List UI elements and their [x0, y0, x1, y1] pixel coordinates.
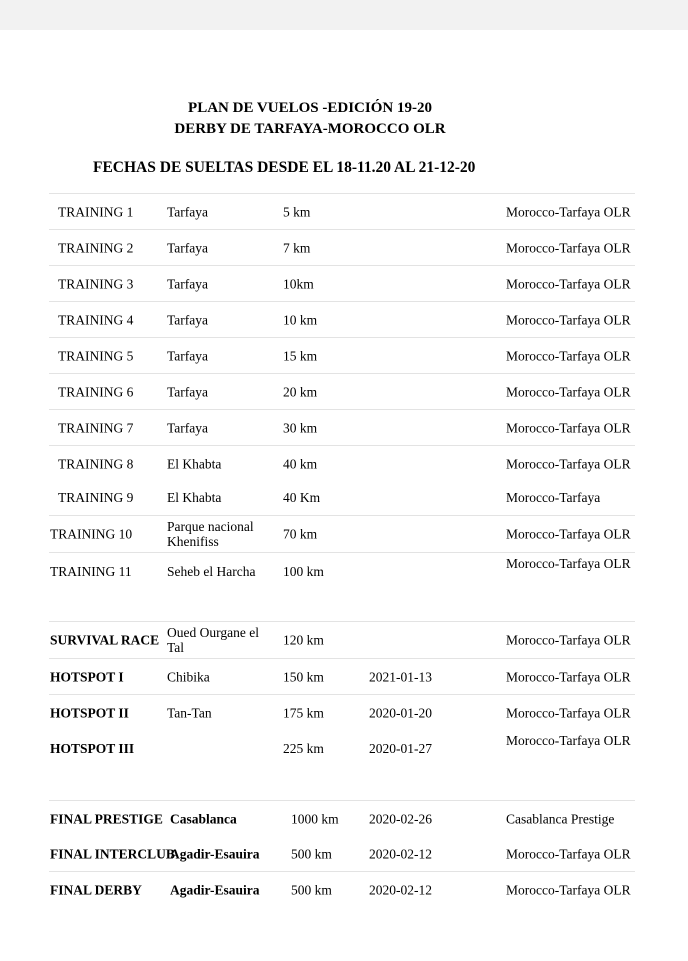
organizer: Morocco-Tarfaya OLR — [506, 632, 631, 648]
release-place: Seheb el Harcha — [167, 564, 256, 579]
race-name: TRAINING 2 — [58, 240, 134, 255]
release-place: El Khabta — [167, 456, 222, 471]
organizer: Morocco-Tarfaya OLR — [506, 846, 631, 861]
distance: 500 km — [291, 882, 332, 897]
flight-plan-table — [49, 193, 635, 907]
release-place: Tarfaya — [167, 348, 209, 363]
organizer: Morocco-Tarfaya OLR — [506, 456, 631, 471]
release-place: Tarfaya — [167, 420, 209, 435]
table-row — [49, 658, 635, 694]
release-place: Oued Ourgane el Tal — [167, 625, 259, 655]
table-row — [49, 445, 635, 481]
race-name: TRAINING 11 — [50, 564, 132, 579]
release-place: Tan-Tan — [167, 705, 212, 720]
organizer: Casablanca Prestige — [506, 811, 615, 826]
distance: 225 km — [283, 741, 324, 756]
table-row — [49, 373, 635, 409]
release-place: El Khabta — [167, 490, 222, 505]
release-place: Tarfaya — [167, 240, 209, 255]
document-subtitle: DERBY DE TARFAYA-MOROCCO OLR — [174, 121, 446, 137]
organizer: Morocco-Tarfaya OLR — [506, 669, 631, 684]
table-row — [49, 229, 635, 265]
race-name: HOTSPOT III — [50, 741, 135, 756]
race-name: SURVIVAL RACE — [50, 632, 160, 648]
table-row — [49, 265, 635, 301]
distance: 10km — [283, 276, 314, 291]
table-row — [49, 301, 635, 337]
distance: 500 km — [291, 846, 332, 861]
organizer: Morocco-Tarfaya OLR — [506, 526, 631, 542]
date: 2020-01-27 — [369, 741, 432, 756]
distance: 120 km — [283, 632, 324, 648]
distance: 40 Km — [283, 490, 321, 505]
organizer: Morocco-Tarfaya OLR — [506, 240, 631, 255]
table-row — [49, 694, 635, 730]
organizer: Morocco-Tarfaya — [506, 490, 601, 505]
organizer: Morocco-Tarfaya OLR — [506, 882, 631, 897]
distance: 100 km — [283, 564, 324, 579]
race-name: TRAINING 7 — [58, 420, 134, 435]
race-name: TRAINING 5 — [58, 348, 134, 363]
release-place: Tarfaya — [167, 276, 209, 291]
race-name: TRAINING 3 — [58, 276, 134, 291]
race-name: TRAINING 9 — [58, 490, 134, 505]
distance: 150 km — [283, 669, 324, 684]
top-bar — [0, 0, 688, 30]
race-name: TRAINING 10 — [50, 526, 133, 542]
race-name: FINAL DERBY — [50, 882, 142, 897]
date: 2020-01-20 — [369, 705, 432, 720]
release-place: Casablanca — [170, 811, 237, 826]
table-row — [49, 730, 635, 800]
release-place: Chibika — [167, 669, 210, 684]
table-row — [49, 621, 635, 658]
dates-heading: FECHAS DE SUELTAS DESDE EL 18-11.20 AL 21-12-20 — [93, 159, 476, 176]
organizer: Morocco-Tarfaya OLR — [506, 384, 631, 399]
distance: 40 km — [283, 456, 318, 471]
race-name: TRAINING 4 — [58, 312, 134, 327]
table-row — [49, 481, 635, 515]
release-place: Tarfaya — [167, 384, 209, 399]
distance: 15 km — [283, 348, 318, 363]
organizer: Morocco-Tarfaya OLR — [506, 348, 631, 363]
race-name: FINAL PRESTIGE — [50, 811, 163, 826]
release-place: Parque nacional Khenifiss — [167, 519, 254, 549]
date: 2020-02-12 — [369, 846, 432, 861]
table-row — [49, 552, 635, 621]
table-row — [49, 337, 635, 373]
organizer: Morocco-Tarfaya OLR — [506, 705, 631, 720]
document-title: PLAN DE VUELOS -EDICIÓN 19-20 — [188, 100, 432, 116]
distance: 5 km — [283, 204, 311, 219]
race-name: FINAL INTERCLUB — [50, 846, 175, 861]
distance: 70 km — [283, 526, 318, 542]
distance: 20 km — [283, 384, 318, 399]
distance: 7 km — [283, 240, 311, 255]
race-name: TRAINING 1 — [58, 204, 134, 219]
date: 2020-02-12 — [369, 882, 432, 897]
organizer: Morocco-Tarfaya OLR — [506, 556, 631, 571]
distance: 10 km — [283, 312, 318, 327]
table-row — [49, 836, 635, 871]
table-row — [49, 800, 635, 836]
organizer: Morocco-Tarfaya OLR — [506, 276, 631, 291]
table-row — [49, 193, 635, 229]
table-row — [49, 515, 635, 552]
organizer: Morocco-Tarfaya OLR — [506, 312, 631, 327]
organizer: Morocco-Tarfaya OLR — [506, 733, 631, 748]
release-place: Tarfaya — [167, 312, 209, 327]
release-place: Agadir-Esauira — [170, 846, 260, 861]
table-row — [49, 871, 635, 907]
race-name: HOTSPOT I — [50, 669, 124, 684]
distance: 1000 km — [291, 811, 339, 826]
release-place: Agadir-Esauira — [170, 882, 260, 897]
distance: 175 km — [283, 705, 324, 720]
release-place: Tarfaya — [167, 204, 209, 219]
date: 2020-02-26 — [369, 811, 432, 826]
race-name: TRAINING 8 — [58, 456, 134, 471]
distance: 30 km — [283, 420, 318, 435]
organizer: Morocco-Tarfaya OLR — [506, 204, 631, 219]
table-row — [49, 409, 635, 445]
race-name: HOTSPOT II — [50, 705, 129, 720]
race-name: TRAINING 6 — [58, 384, 134, 399]
organizer: Morocco-Tarfaya OLR — [506, 420, 631, 435]
date: 2021-01-13 — [369, 669, 432, 684]
